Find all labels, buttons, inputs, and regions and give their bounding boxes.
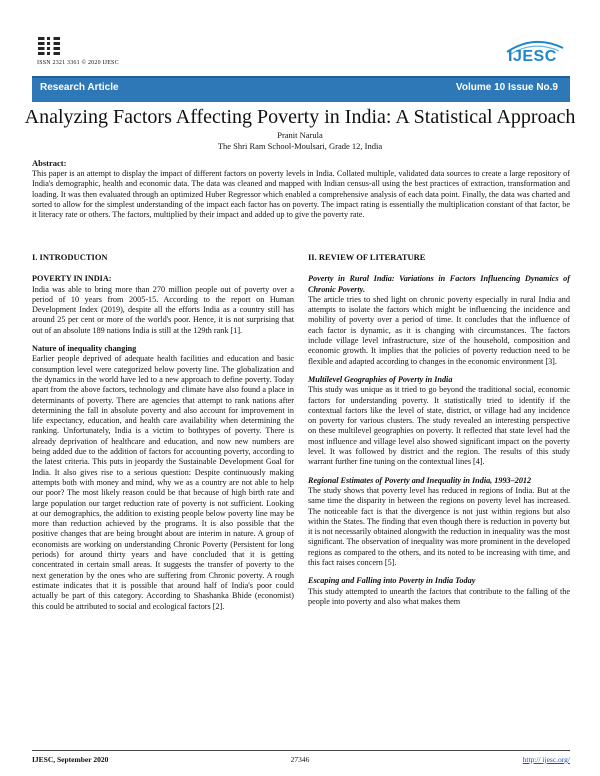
journal-logo-text: IJESC [508,48,557,65]
paper-title: Analyzing Factors Affecting Poverty in India: A Statistical Approach [24,106,576,128]
footer-divider [32,750,570,751]
section-introduction: I. INTRODUCTION [32,252,108,262]
abstract-heading: Abstract: [32,158,67,168]
subheading: Multilevel Geographies of Poverty in India [308,374,453,384]
issn-text: ISSN 2321 3361 © 2020 IJESC [37,60,119,66]
paragraph: This study attempted to unearth the factors that contribute to the falling of the people into poverty and also what makes them [308,586,570,606]
section-review-of-literature: II. REVIEW OF LITERATURE [308,252,426,262]
right-column [308,252,570,615]
paragraph: The study shows that poverty level has reduced in regions of India. But at the same time the disparity in between the regions on poverty level has increased. The noticeable fact is that the divergence is not just within regions but also within the States. The finding that even though there is reduction in poverty but it is not necessarily obtained alongwith the reduction in inequality was the most significant. The observation of inequality was more prominent in the developed regions as compared to the others, and its noted to be increasing with time, and this fact raises concern [5]. [308,485,570,568]
author-affiliation: The Shri Ram School-Moulsari, Grade 12, India [217,141,383,151]
footer-journal-date: IJESC, September 2020 [32,755,109,764]
page-number: 27346 [290,755,310,764]
journal-url-link[interactable]: http:// ijesc.org/ [522,755,570,764]
qr-code-icon [38,35,60,57]
left-column [32,252,294,620]
subheading: Regional Estimates of Poverty and Inequality in India, 1993–2012 [308,475,532,485]
paragraph: India was able to bring more than 270 million people out of poverty over a period of 10 years from 2005-15. According to the report on Human Development Index (2019), despite all the efforts India as a country still has around 25 per cent or more of the world's poor. Hence, it is not surprising that out of an absolute 189 nations India is still at the 129th rank [1]. [32,284,294,335]
article-type: Research Article [40,82,119,93]
author-name: Pranit Narula [277,130,323,140]
abstract-text: This paper is an attempt to display the impact of different factors on poverty levels in India. Collated multiple, validated data sources to create a large repository of India's demographic, health and economic data. The data was cleaned and mapped with Indian census-all using the best practices of extraction, transformation and loading. It was then evaluated through an optimized Huber Regressor which enabled a comprehensive analysis of each data point. Finally, the data was charted and sorted to allow for the simplest understanding of the impact each factor has on poverty. The impact rating is essentially the multiplication constant of that factor, be it literacy rate or others. The factors, multiplied by their impact and added up to give the poverty rate. [32,169,570,220]
subheading-poverty-in-india: POVERTY IN INDIA: [32,274,112,284]
subheading-nature-of-inequality: Nature of inequality changing [32,344,137,354]
subheading: Escaping and Falling into Poverty in India Today [308,576,476,586]
paragraph: Earlier people deprived of adequate health facilities and education and basic consumption level were categorized below poverty line. The globalization and the dynamics in the world have led to a new approach to define poverty. Today apart from the above factors, technology and climate have also found a place in determinants of poverty. There are agencies that attempt to rank nations after determining the fall in absolute poverty and also account for improvement in life expectancy, education, and health care availability when determining the ranking. Unfortunately, India is a victim to bothtypes of poverty. There is already deprivation of healthcare and education, and now new numbers are being added due to the addition of factors for accounting poverty, according to the latest criteria. This puts in jeopardy the Sustainable Development Goal for India. It also gives rise to a serious question: Despite continuously making attempts both with money and mind, why we as a country are not able to help our poor? The most likely reason could be that because of high birth rate and large population our target reduction rate of poverty is not sufficient. Looking at our demographics, the addition to existing people below poverty line may be more than reduction achieved by the programs. It is also possible that the positive changes that are being brought about are interim in nature. A group of economists are working on understanding Chronic Poverty (Persistent for long periods) for around thirty years and have concluded that it is getting concentrated in certain small areas. It suggests the transfer of poverty to the next generation by the ones who are suffering from Chronic poverty. A rough estimate indicates that it is possible that around half of India's poor could actually be part of this category. According to Shashanka Bhide (economist) this could be attributed to social and ecological factors [2]. [32,354,294,611]
subheading: Poverty in Rural India: Variations in Factors Influencing Dynamics of Chronic Poverty. [308,274,570,294]
volume-issue: Volume 10 Issue No.9 [455,82,558,93]
paragraph: This study was unique as it tried to go beyond the traditional social, economic factors for understanding poverty. It statistically tried to identify if the contextual factors like the level of state, district, or village had any incidence on poverty for various clusters. The study revealed an interesting perspective on these multilevel geographies on poverty. It reflected that state level had the most influence and village level also showed significant impact on the poverty level. It was followed by district and the region. The results of this study warrant further fine tuning on the contextual lines [4]. [308,385,570,467]
paragraph: The article tries to shed light on chronic poverty especially in rural India and attempts to isolate the factors which might be influencing the incidence and mobility of poverty over a period of time. It concludes that the influence of each factor is dynamic, as it is changing with circumstances. The factors include village level infrastructure, size of the household, composition and economic growth. It implies that the policies of poverty reduction need to be flexible and adapted according to changes in the economic environment [3]. [308,294,570,366]
